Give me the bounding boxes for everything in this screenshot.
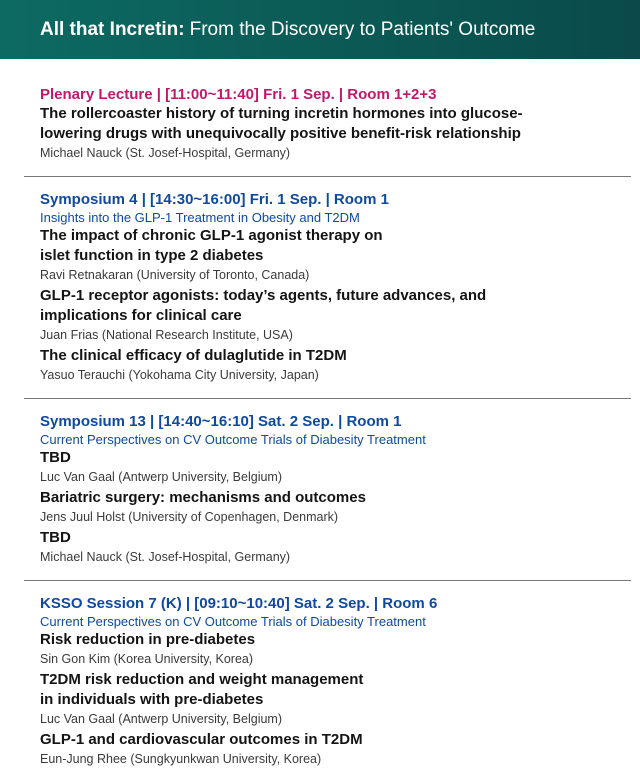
session-ksso-7 <box>0 594 640 768</box>
header-title-rest: From the Discovery to Patients' Outcome <box>189 18 536 40</box>
talk-item <box>40 730 600 768</box>
session-subtitle: Insights into the GLP-1 Treatment in Obesity and T2DM <box>40 210 360 225</box>
talk-speaker: Jens Juul Holst (University of Copenhagen, Denmark) <box>40 510 339 524</box>
talk-title-line: in individuals with pre-diabetes <box>40 691 264 708</box>
talk-title-line: implications for clinical care <box>40 307 242 324</box>
talk-item <box>40 448 600 486</box>
talk-title-line: Bariatric surgery: mechanisms and outcomes <box>40 489 366 506</box>
talk-title-line: T2DM risk reduction and weight management <box>40 671 364 688</box>
program-content <box>0 59 640 768</box>
session-symposium-4 <box>0 190 640 384</box>
session-heading: Symposium 13 | [14:40~16:10] Sat. 2 Sep. | Room 1 <box>40 413 402 430</box>
session-heading: KSSO Session 7 (K) | [09:10~10:40] Sat. 2 Sep. | Room 6 <box>40 595 438 612</box>
talk-item <box>40 670 600 728</box>
talk-item <box>40 226 600 284</box>
talk-title-line: The impact of chronic GLP-1 agonist therapy on <box>40 227 383 244</box>
page-header <box>0 0 640 59</box>
talk-speaker: Sin Gon Kim (Korea University, Korea) <box>40 652 254 666</box>
talk-speaker: Eun-Jung Rhee (Sungkyunkwan University, Korea) <box>40 752 322 766</box>
session-symposium-13 <box>0 412 640 566</box>
talk-title-line: GLP-1 and cardiovascular outcomes in T2DM <box>40 731 363 748</box>
talk-item <box>40 630 600 668</box>
talk-speaker: Luc Van Gaal (Antwerp University, Belgium) <box>40 470 282 484</box>
session-subtitle: Current Perspectives on CV Outcome Trials of Diabesity Treatment <box>40 432 426 447</box>
talk-title-line: TBD <box>40 449 71 466</box>
talk-speaker: Michael Nauck (St. Josef-Hospital, Germany) <box>40 146 291 160</box>
talk-title-line: TBD <box>40 529 71 546</box>
talk-speaker: Juan Frias (National Research Institute, USA) <box>40 328 293 342</box>
talk-speaker: Ravi Retnakaran (University of Toronto, Canada) <box>40 268 310 282</box>
talk-speaker: Luc Van Gaal (Antwerp University, Belgium) <box>40 712 282 726</box>
talk-title-line: Risk reduction in pre-diabetes <box>40 631 256 648</box>
talk-item <box>40 104 600 162</box>
talk-item <box>40 286 600 344</box>
talk-item <box>40 346 600 384</box>
session-heading: Plenary Lecture | [11:00~11:40] Fri. 1 Sep. | Room 1+2+3 <box>40 86 437 103</box>
talk-title-line: islet function in type 2 diabetes <box>40 247 264 264</box>
session-heading: Symposium 4 | [14:30~16:00] Fri. 1 Sep. | Room 1 <box>40 191 389 208</box>
talk-speaker: Yasuo Terauchi (Yokohama City University, Japan) <box>40 368 319 382</box>
talk-item <box>40 488 600 526</box>
talk-item <box>40 528 600 566</box>
talk-speaker: Michael Nauck (St. Josef-Hospital, Germany) <box>40 550 291 564</box>
header-title-bold: All that Incretin: <box>40 18 185 40</box>
talk-title-line: lowering drugs with unequivocally positive benefit-risk relationship <box>40 125 521 142</box>
talk-title-line: The clinical efficacy of dulaglutide in T2DM <box>40 347 347 364</box>
talk-title-line: The rollercoaster history of turning incretin hormones into glucose- <box>40 105 523 122</box>
session-plenary <box>0 85 640 162</box>
session-subtitle: Current Perspectives on CV Outcome Trials of Diabesity Treatment <box>40 614 426 629</box>
talk-title-line: GLP-1 receptor agonists: today’s agents, future advances, and <box>40 287 487 304</box>
